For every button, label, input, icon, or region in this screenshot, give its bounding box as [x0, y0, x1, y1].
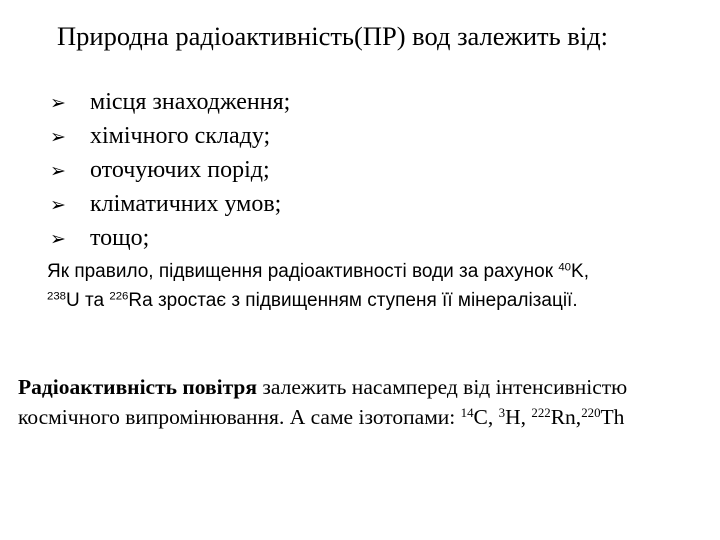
text-run: K, [571, 261, 589, 282]
list-item-text: кліматичних умов; [90, 191, 282, 217]
superscript: 222 [531, 405, 551, 420]
arrowhead-bullet-icon: ➢ [50, 92, 66, 114]
text-run: Ra зростає з підвищенням ступеня її мінералізації. [128, 290, 578, 311]
text-run: C, [473, 405, 499, 429]
bold-term: Радіоактивність повітря [18, 375, 257, 399]
arrowhead-bullet-icon: ➢ [50, 194, 66, 216]
water-radioactivity-paragraph [47, 257, 707, 315]
list-item-text: тощо; [90, 225, 150, 251]
factor-list [50, 85, 290, 255]
text-run: U та [66, 290, 110, 311]
superscript: 3 [498, 405, 506, 420]
superscript: 14 [460, 405, 474, 420]
list-item-text: оточуючих порід; [90, 157, 270, 183]
superscript: 238 [47, 290, 67, 303]
list-item-text: хімічного складу; [90, 123, 271, 149]
list-item [50, 187, 290, 221]
air-radioactivity-paragraph [18, 372, 718, 432]
list-item [50, 221, 290, 255]
superscript: 40 [558, 261, 572, 274]
text-run: Як правило, підвищення радіоактивності води за рахунок [47, 261, 559, 282]
list-item [50, 85, 290, 119]
list-item-text: місця знаходження; [90, 89, 291, 115]
text-run: H, [505, 405, 532, 429]
list-item [50, 153, 290, 187]
list-item [50, 119, 290, 153]
superscript: 226 [109, 290, 129, 303]
text-run: Rn, [550, 405, 582, 429]
superscript: 220 [581, 405, 601, 420]
arrowhead-bullet-icon: ➢ [50, 126, 66, 148]
text-run: залежить насамперед від інтенсивністю космічного випромінювання. А саме ізотопами: [18, 375, 628, 429]
text-run: Th [600, 405, 625, 429]
arrowhead-bullet-icon: ➢ [50, 160, 66, 182]
arrowhead-bullet-icon: ➢ [50, 228, 66, 250]
slide-title: Природна радіоактивність(ПР) вод залежить від: [57, 21, 609, 51]
